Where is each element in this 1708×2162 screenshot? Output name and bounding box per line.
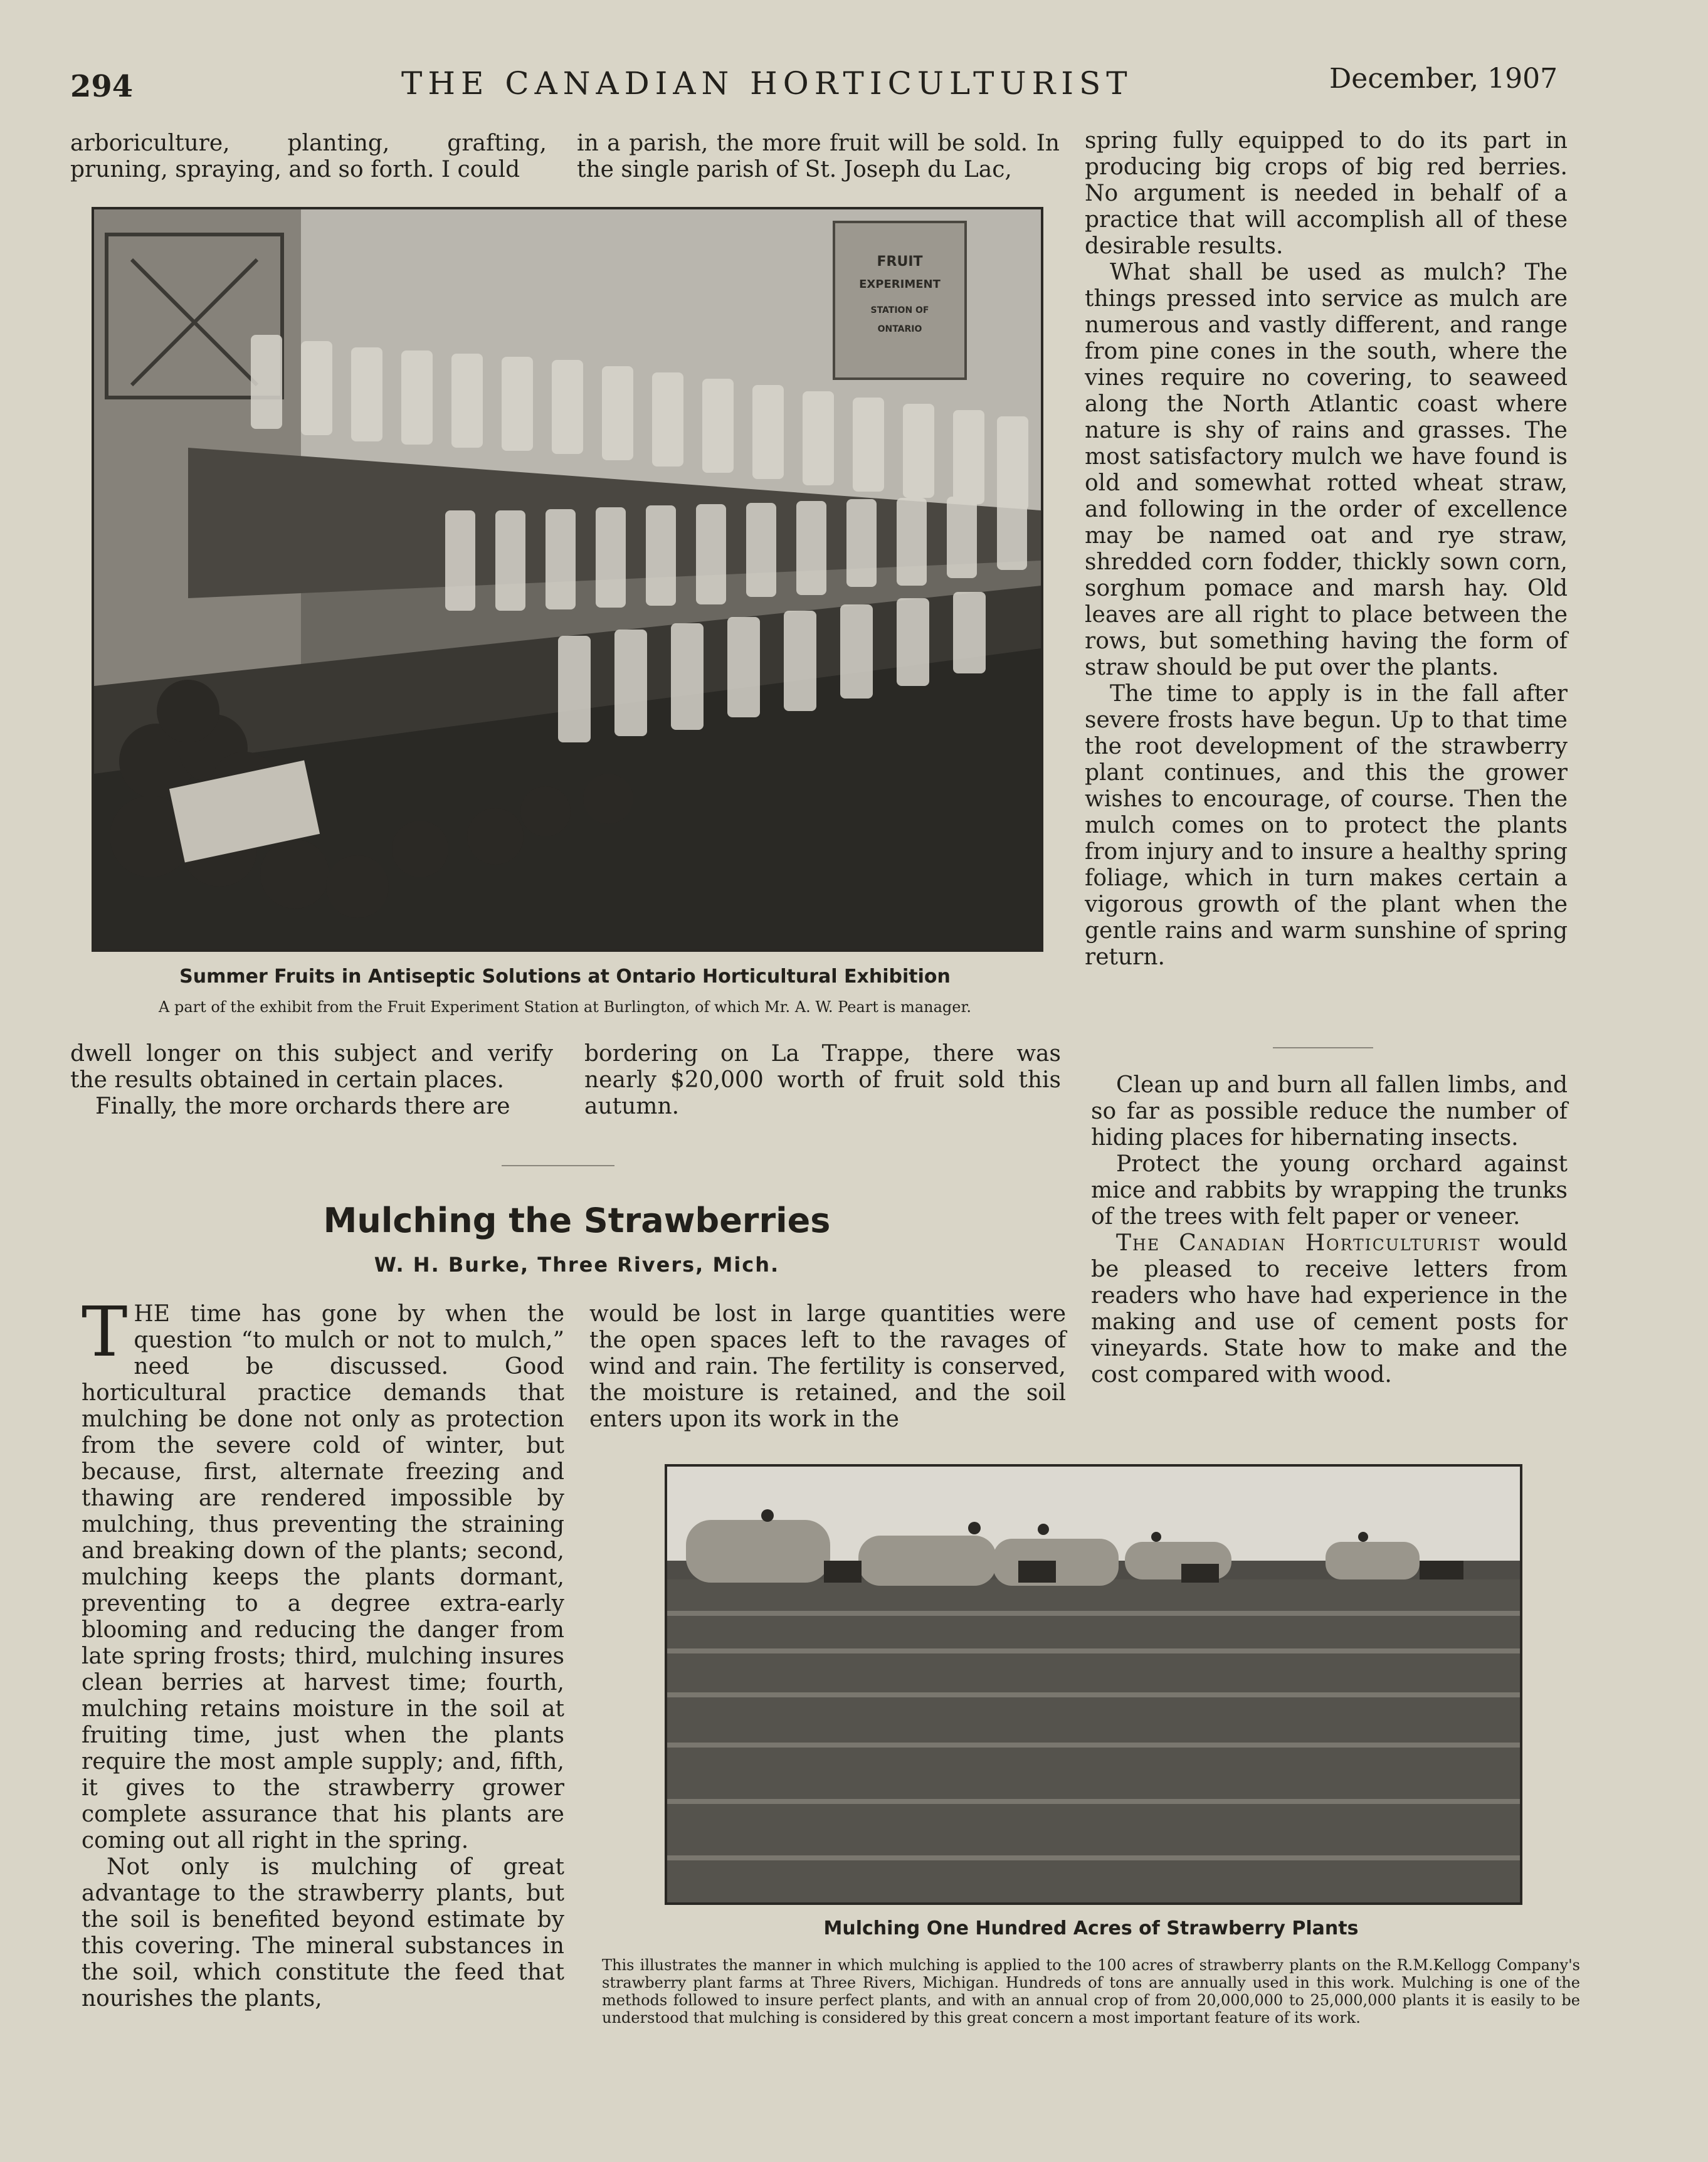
column3-paragraph: spring fully equipped to do its part in producing big crops of big red berries. No argument is needed in behalf of a practice that will accomplish all of these desirable results. xyxy=(1085,128,1568,259)
column1-top-text: arboriculture, planting, grafting, pruning, spraying, and so forth. I could xyxy=(70,130,547,182)
notice-text: would be pleased to receive letters from readers who have had experience in the making and use of cement posts for vineyards. State how to make and the cost compared with wood. xyxy=(1091,1230,1568,1388)
article-column1 xyxy=(82,1292,564,2012)
column3-top xyxy=(1085,128,1568,971)
svg-text:ONTARIO: ONTARIO xyxy=(877,324,922,334)
section-divider xyxy=(1273,1047,1373,1048)
mulching-field-photo xyxy=(665,1464,1522,1905)
column2-top-text: in a parish, the more fruit will be sold. In the single parish of St. Joseph du Lac, xyxy=(577,130,1060,182)
notice-journal-name: The Canadian Horticulturist xyxy=(1116,1230,1481,1256)
column1-paragraph: Finally, the more orchards there are xyxy=(95,1094,510,1119)
photo1-caption-title: Summer Fruits in Antiseptic Solutions at Ontario Horticultural Exhibition xyxy=(179,966,951,988)
article-divider xyxy=(502,1165,614,1166)
article-column2-text: would be lost in large quantities were the open spaces left to the ravages of wind and rain. The fertility is conserved, the moisture is retained, and the soil enters upon its work in the xyxy=(589,1301,1066,1432)
photo2-caption-title: Mulching One Hundred Acres of Strawberry Plants xyxy=(823,1917,1359,1939)
article-byline: W. H. Burke, Three Rivers, Mich. xyxy=(374,1253,780,1277)
exhibit-sign: FRUIT xyxy=(877,254,923,270)
article-paragraph-1-text: HE time has gone by when the question “to mulch or not to mulch,” need be discussed. Good horticultural practice demands that mulching be done not only as protection from the severe cold of winter, but because, first, alternate freezing and thawing are rendered impossible by mulching, thus preventing the straining and breaking down of the plants; second, mulching keeps the plants dormant, preventing to a degree extra-early blooming and reducing the danger from late spring frosts; third, mulching insures clean berries at harvest time; fourth, mulching retains moisture in the soil at fruiting time, just when the plants require the most ample supply; and, fifth, it gives to the strawberry grower complete assurance that his plants are coming out all right in the spring. xyxy=(82,1301,564,1854)
article-paragraph-2: Not only is mulching of great advantage to the strawberry plants, but the soil is benefited beyond estimate by this covering. The mineral substances in the soil, which constitute the feed that nourishes the plants, xyxy=(82,1854,564,2012)
journal-title: THE CANADIAN HORTICULTURIST xyxy=(401,65,1133,102)
photo2-caption-text: This illustrates the manner in which mulching is applied to the 100 acres of strawberry plants on the R.M.Kellogg Company's strawberry plant farms at Three Rivers, Michigan. Hundreds of tons are annually used in this work. Mulching is one of the methods followed to insure perfect plants, and with an annual crop of from 20,000,000 to 25,000,000 plants it is easily to be understood that mulching is considered by this great concern a most important feature of its work. xyxy=(602,1956,1580,2027)
page-number: 294 xyxy=(70,69,134,104)
column1-paragraph: dwell longer on this subject and verify the results obtained in certain places. xyxy=(70,1041,553,1093)
column1-middle xyxy=(70,1041,553,1120)
mulching-field-photo-graphic xyxy=(667,1467,1520,1902)
drop-cap: T xyxy=(82,1292,128,1372)
article-paragraph-1 xyxy=(82,1292,564,1854)
column2-middle-text: bordering on La Trappe, there was nearly $20,000 worth of fruit sold this autumn. xyxy=(584,1041,1061,1119)
svg-text:STATION OF: STATION OF xyxy=(870,305,929,315)
note-paragraph: Protect the young orchard against mice and rabbits by wrapping the trunks of the trees with felt paper or veneer. xyxy=(1091,1151,1568,1230)
column3-paragraph: What shall be used as mulch? The things pressed into service as mulch are numerous and vastly different, and range from pine cones in the south, where the vines require no covering, to seaweed along the North Atlantic coast where nature is shy of rains and grasses. The most satisfactory mulch we have found is old and somewhat rotted wheat straw, and following in the order of excellence may be named oat and rye straw, shredded corn fodder, thickly sown corn, sorghum pomace and marsh hay. Old leaves are all right to place between the rows, but something having the form of straw should be put over the plants. xyxy=(1085,260,1568,680)
notice-paragraph xyxy=(1091,1230,1568,1388)
column3-paragraph: The time to apply is in the fall after severe frosts have begun. Up to that time the root development of the strawberry plant continues, and this the grower wishes to encourage, of course. Then the mulch comes on to protect the plants from injury and to insure a healthy spring foliage, which in turn makes certain a vigorous growth of the plant when the gentle rains and warm sunshine of spring return. xyxy=(1085,681,1568,970)
photo1-caption-text: A part of the exhibit from the Fruit Experiment Station at Burlington, of which Mr. A. W. Peart is manager. xyxy=(159,998,971,1016)
issue-date: December, 1907 xyxy=(1329,63,1558,95)
exhibition-photo-graphic xyxy=(94,209,1041,949)
article-title: Mulching the Strawberries xyxy=(323,1201,831,1240)
exhibition-photo xyxy=(92,207,1043,952)
note-paragraph: Clean up and burn all fallen limbs, and so far as possible reduce the number of hiding places for hibernating insects. xyxy=(1091,1072,1568,1151)
svg-text:EXPERIMENT: EXPERIMENT xyxy=(859,278,941,291)
notes-block xyxy=(1091,1072,1568,1388)
